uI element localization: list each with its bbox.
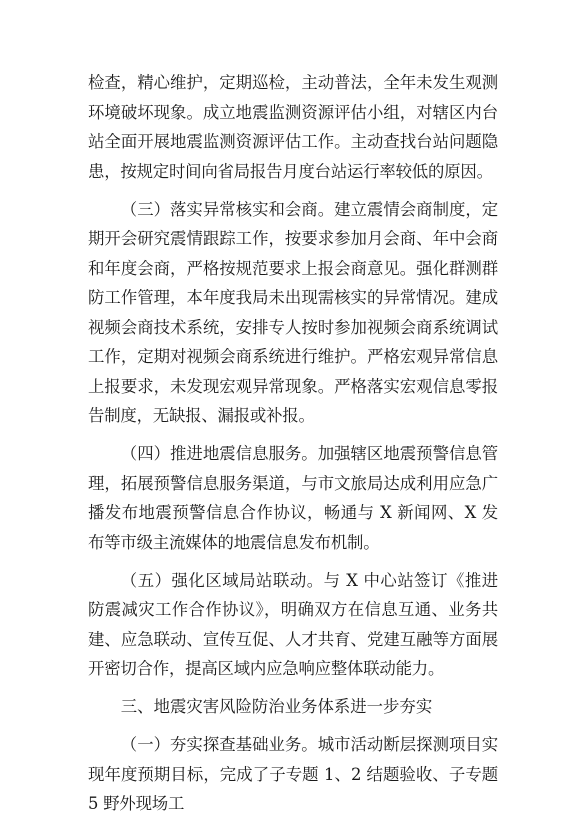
paragraph-section-5: （五）强化区域局站联动。与 X 中心站签订《推进防震减灾工作合作协议》，明确双方在信息互通、业务共建、应急联动、宣传互促、人才共育、党建互融等方面展开密切合作，提高区域内应急响应整体联动能力。: [88, 570, 498, 678]
paragraph-subsection-1: （一）夯实探查基础业务。城市活动断层探测项目实现年度预期目标，完成了子专题 1、2 结题验收、子专题 5 野外现场工: [88, 735, 498, 813]
paragraph-section-3: （三）落实异常核实和会商。建立震情会商制度，定期开会研究震情跟踪工作，按要求参加月会商、年中会商和年度会商，严格按规范要求上报会商意见。强化群测群防工作管理，本年度我局未出现需核实的异常情况。建成视频会商技术系统，安排专人按时参加视频会商系统调试工作，定期对视频会商系统进行维护。严格宏观异常信息上报要求，未发现宏观异常现象。严格落实宏观信息零报告制度，无缺报、漏报或补报。: [88, 199, 498, 425]
document-page: [88, 68, 498, 827]
paragraph-continuation: 检查，精心维护，定期巡检，主动普法，全年未发生观测环境破坏现象。成立地震监测资源评估小组，对辖区内台站全面开展地震监测资源评估工作。主动查找台站问题隐患，按规定时间向省局报告月度台站运行率较低的原因。: [88, 73, 498, 181]
paragraph-section-4: （四）推进地震信息服务。加强辖区地震预警信息管理，拓展预警信息服务渠道，与市文旅局达成利用应急广播发布地震预警信息合作协议，畅通与 X 新闻网、X 发布等市级主流媒体的地震信息发布机制。: [88, 444, 498, 552]
section-heading: 三、地震灾害风险防治业务体系进一步夯实: [120, 697, 433, 716]
